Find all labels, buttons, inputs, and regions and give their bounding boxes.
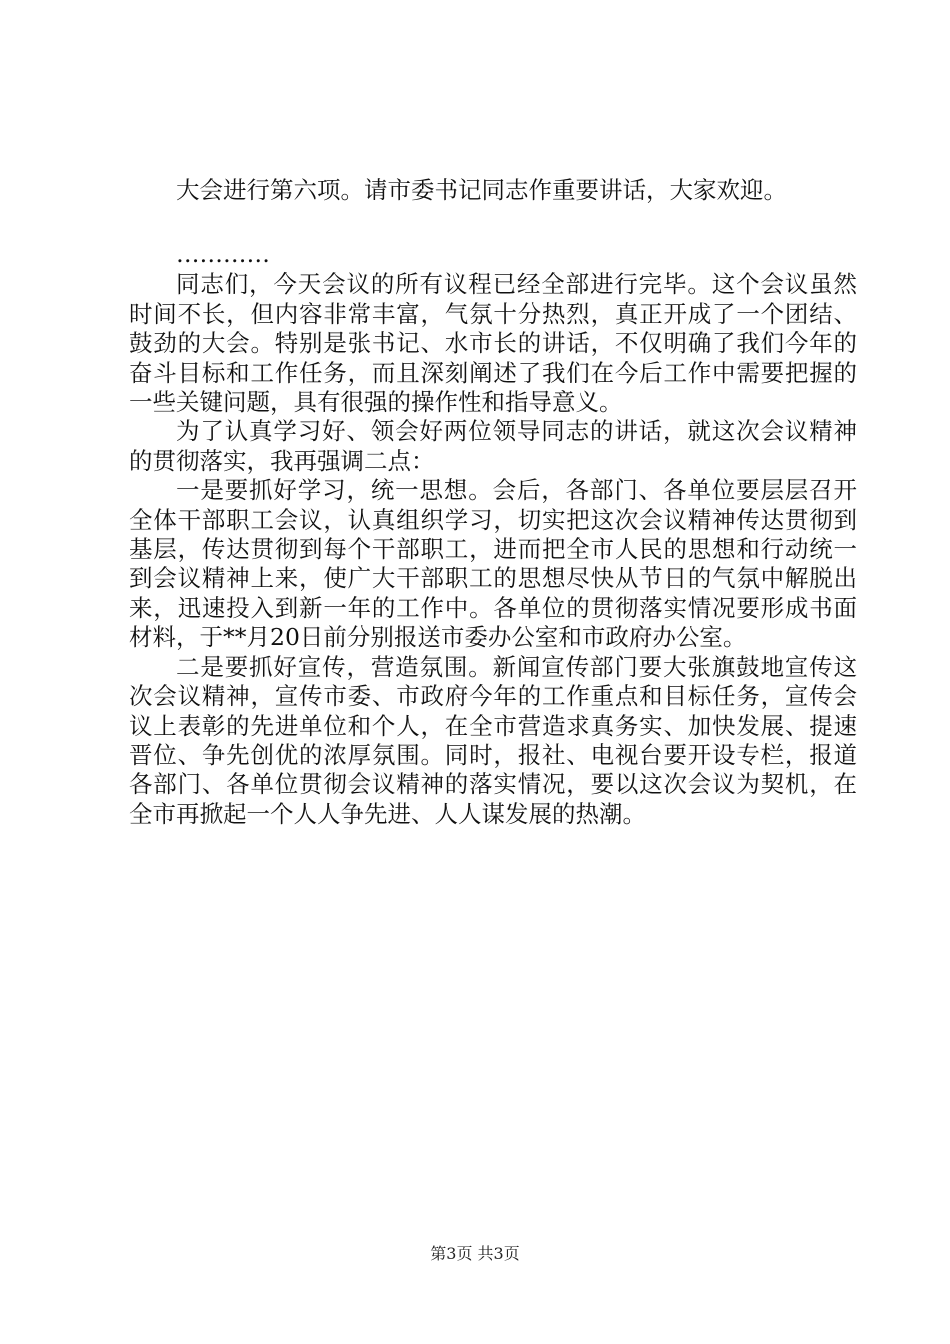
document-body <box>129 176 857 829</box>
paragraph-point-two: 二是要抓好宣传，营造氛围。新闻宣传部门要大张旗鼓地宣传这次会议精神，宣传市委、市政府今年的工作重点和目标任务，宣传会议上表彰的先进单位和个人，在全市营造求真务实、加快发展、提速晋位、争先创优的浓厚氛围。同时，报社、电视台要开设专栏，报道各部门、各单位贯彻会议精神的落实情况，要以这次会议为契机，在全市再掀起一个人人争先进、人人谋发展的热潮。 <box>129 652 857 828</box>
paragraph-agenda-item: 大会进行第六项。请市委书记同志作重要讲话，大家欢迎。 <box>176 176 787 204</box>
ellipsis-separator: ………… <box>176 240 270 269</box>
page-footer: 第3页 共3页 <box>430 1244 520 1263</box>
paragraph-emphasis-intro: 为了认真学习好、领会好两位领导同志的讲话，就这次会议精神的贯彻落实，我再强调二点： <box>129 417 857 475</box>
paragraph-closing-remarks: 同志们，今天会议的所有议程已经全部进行完毕。这个会议虽然时间不长，但内容非常丰富，气氛十分热烈，真正开成了一个团结、鼓劲的大会。特别是张书记、水市长的讲话，不仅明确了我们今年的奋斗目标和工作任务，而且深刻阐述了我们在今后工作中需要把握的一些关键问题，具有很强的操作性和指导意义。 <box>129 270 857 417</box>
paragraph-point-one: 一是要抓好学习，统一思想。会后，各部门、各单位要层层召开全体干部职工会议，认真组织学习，切实把这次会议精神传达贯彻到基层，传达贯彻到每个干部职工，进而把全市人民的思想和行动统一到会议精神上来，使广大干部职工的思想尽快从节日的气氛中解脱出来，迅速投入到新一年的工作中。各单位的贯彻落实情况要形成书面材料，于**月20日前分别报送市委办公室和市政府办公室。 <box>129 476 857 652</box>
